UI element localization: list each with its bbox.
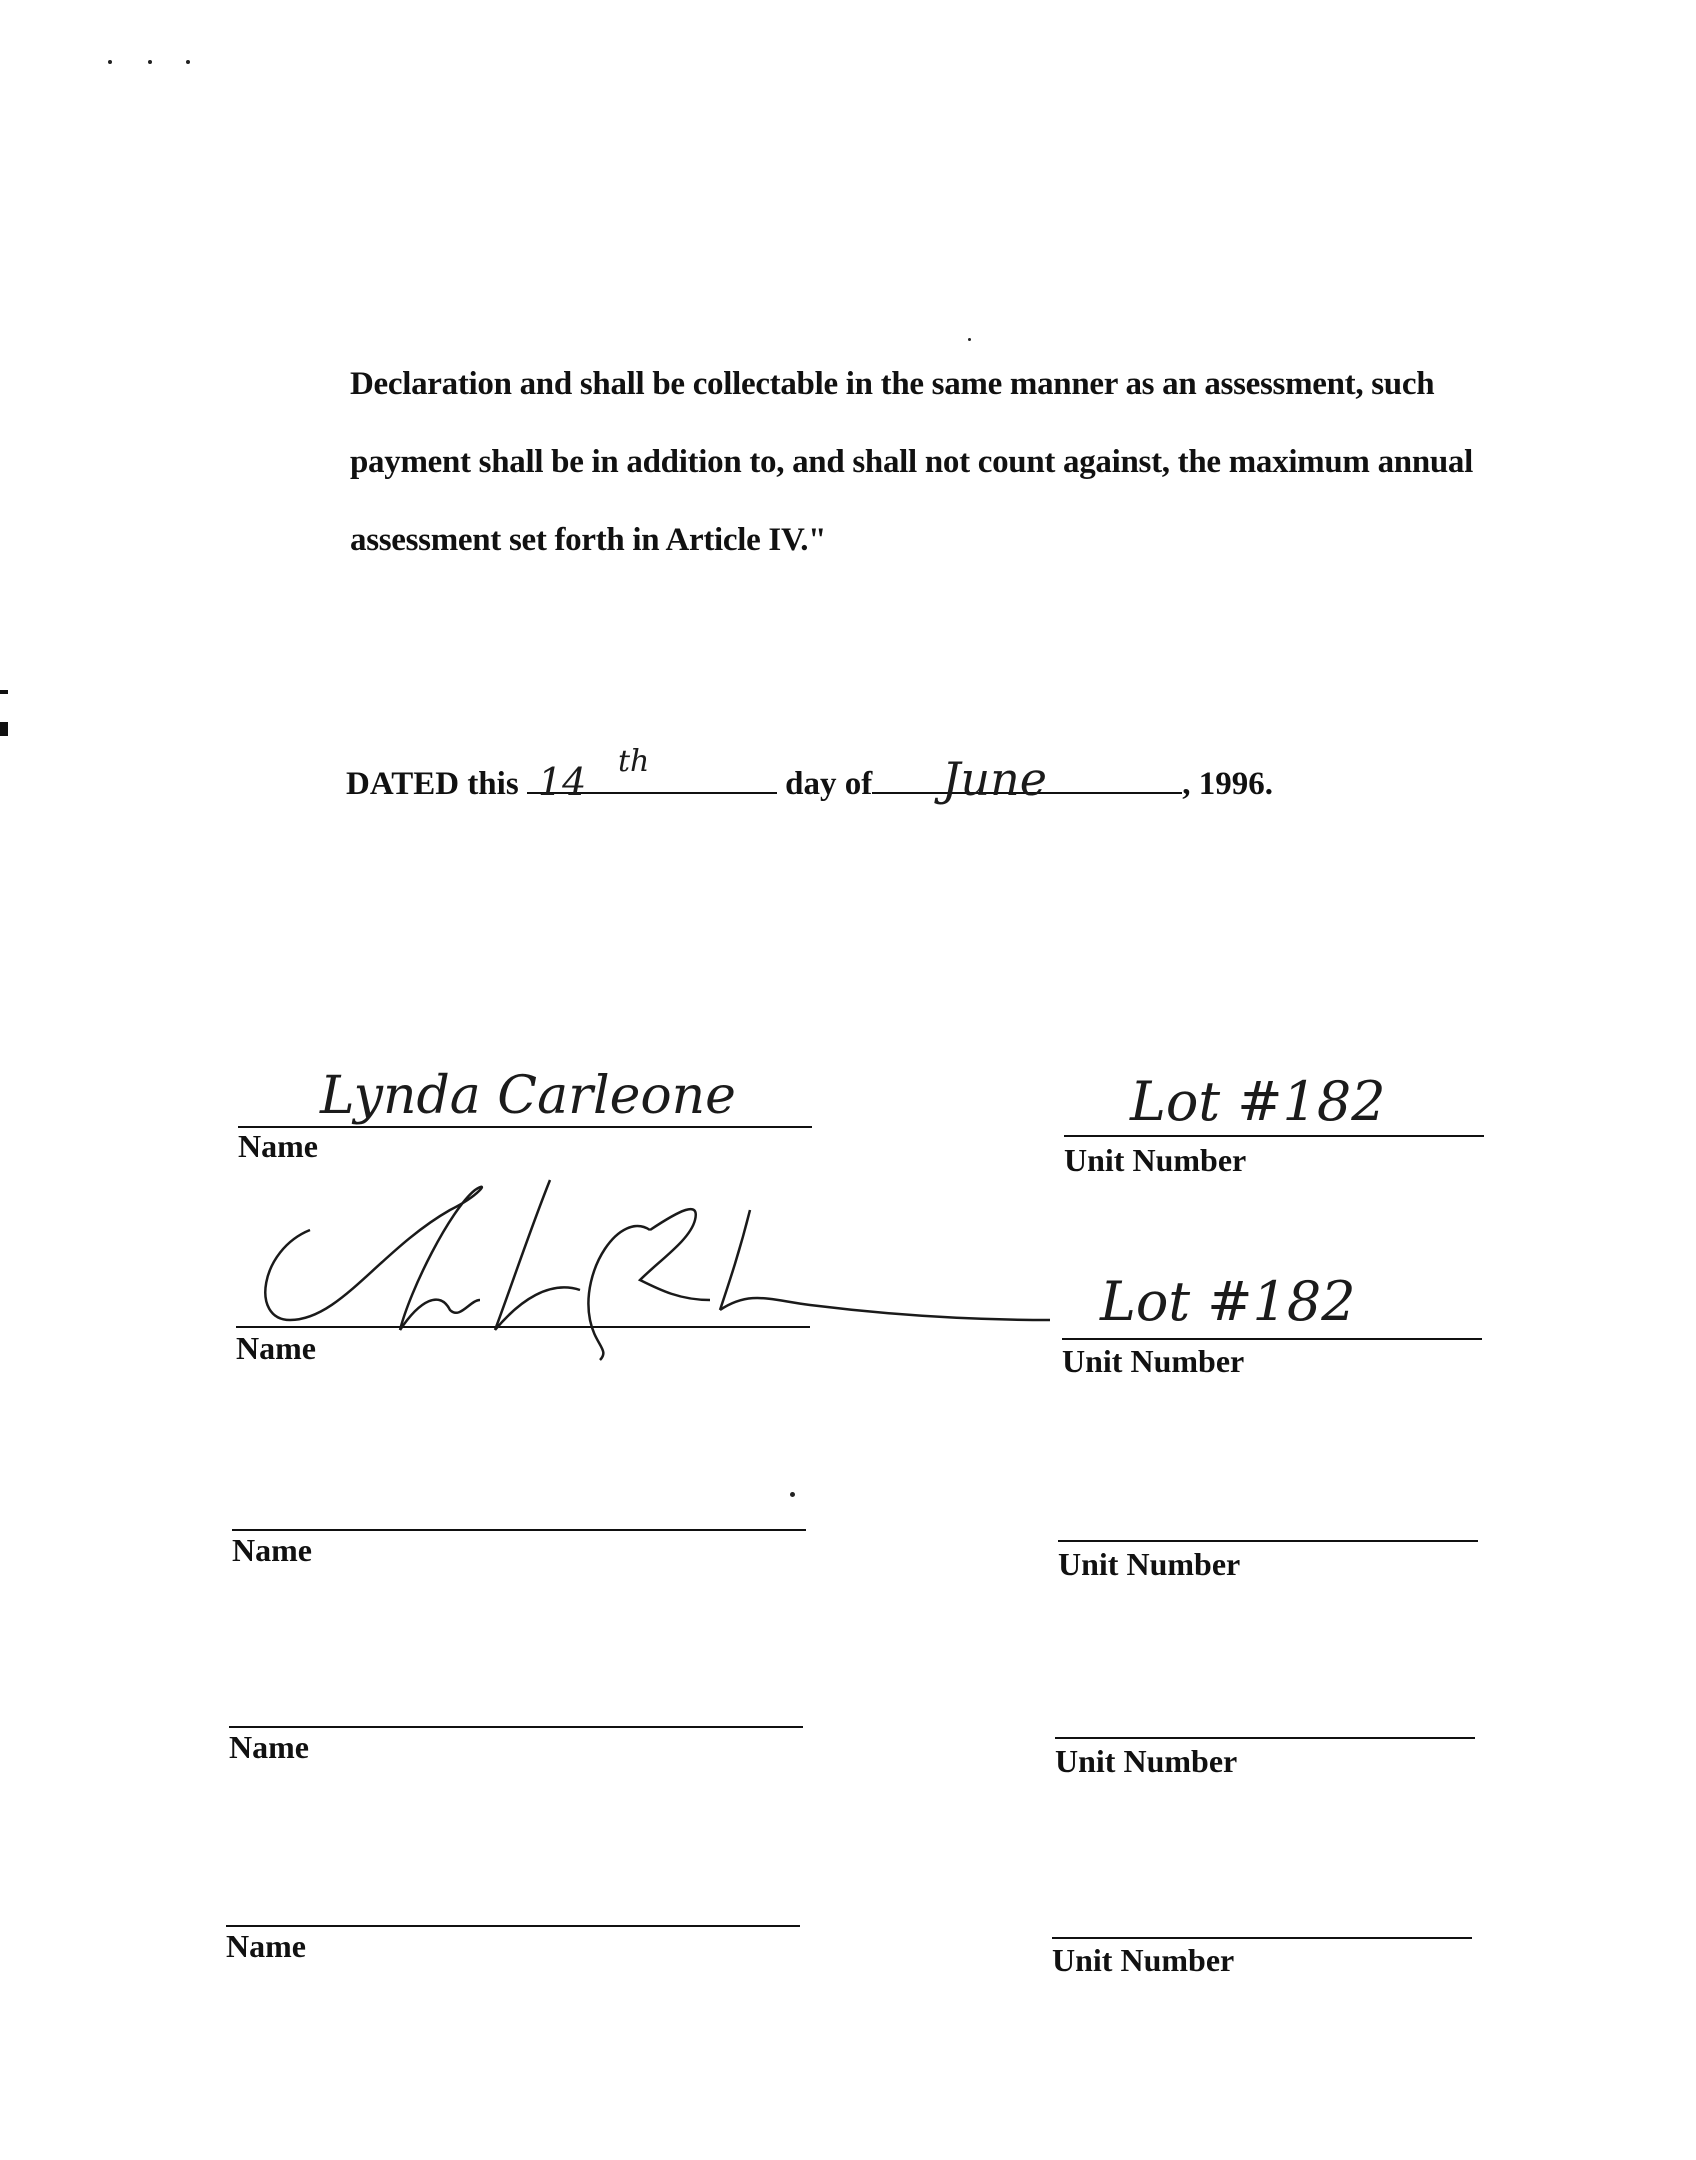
body-paragraph: [350, 345, 1473, 579]
signature-stroke: [588, 1226, 650, 1360]
name-line: [226, 1925, 800, 1927]
scan-speck: [148, 60, 152, 64]
signature-stroke: [400, 1300, 480, 1330]
scan-speck: [108, 60, 112, 64]
signature-stroke: [720, 1210, 1050, 1320]
scan-edge-mark: [0, 690, 8, 694]
dated-year: , 1996.: [1182, 766, 1274, 802]
body-line-1: Declaration and shall be collectable in the same manner as an assessment, such: [350, 366, 1435, 402]
unit-number-line: [1062, 1338, 1482, 1340]
body-line-2: payment shall be in addition to, and shall not count against, the maximum annual: [350, 444, 1473, 480]
scan-edge-mark: [0, 722, 8, 736]
scan-speck: [186, 60, 190, 64]
unit-number-label: Unit Number: [1052, 1942, 1235, 1978]
handwritten-unit: Lot #182: [1100, 1270, 1356, 1333]
unit-number-label: Unit Number: [1062, 1343, 1245, 1379]
handwritten-unit: Lot #182: [1130, 1070, 1386, 1133]
unit-number-line: [1052, 1937, 1472, 1939]
handwritten-name: Lynda Carleone: [320, 1066, 736, 1126]
unit-number-line: [1064, 1135, 1484, 1137]
handwritten-signature: [250, 1170, 1050, 1370]
scan-speck: [968, 338, 971, 341]
name-label: Name: [229, 1729, 309, 1765]
name-label: Name: [236, 1330, 316, 1366]
handwritten-day: 14: [538, 760, 587, 804]
handwritten-month: June: [942, 752, 1047, 806]
name-line: [229, 1726, 803, 1728]
handwritten-day-suffix: th: [618, 744, 650, 779]
unit-number-label: Unit Number: [1064, 1142, 1247, 1178]
unit-number-line: [1055, 1737, 1475, 1739]
unit-number-line: [1058, 1540, 1478, 1542]
scan-speck: [790, 1492, 795, 1497]
name-label: Name: [232, 1532, 312, 1568]
unit-number-label: Unit Number: [1058, 1546, 1241, 1582]
body-line-3: assessment set forth in Article IV.": [350, 522, 827, 558]
name-line: [238, 1126, 812, 1128]
dated-day-of: day of: [785, 766, 873, 802]
signature-stroke: [640, 1209, 710, 1300]
unit-number-label: Unit Number: [1055, 1743, 1238, 1779]
name-label: Name: [226, 1928, 306, 1964]
dated-line: [346, 762, 1273, 803]
name-line: [232, 1529, 806, 1531]
dated-prefix: DATED this: [346, 766, 519, 802]
name-label: Name: [238, 1128, 318, 1164]
signature-stroke: [495, 1180, 580, 1330]
